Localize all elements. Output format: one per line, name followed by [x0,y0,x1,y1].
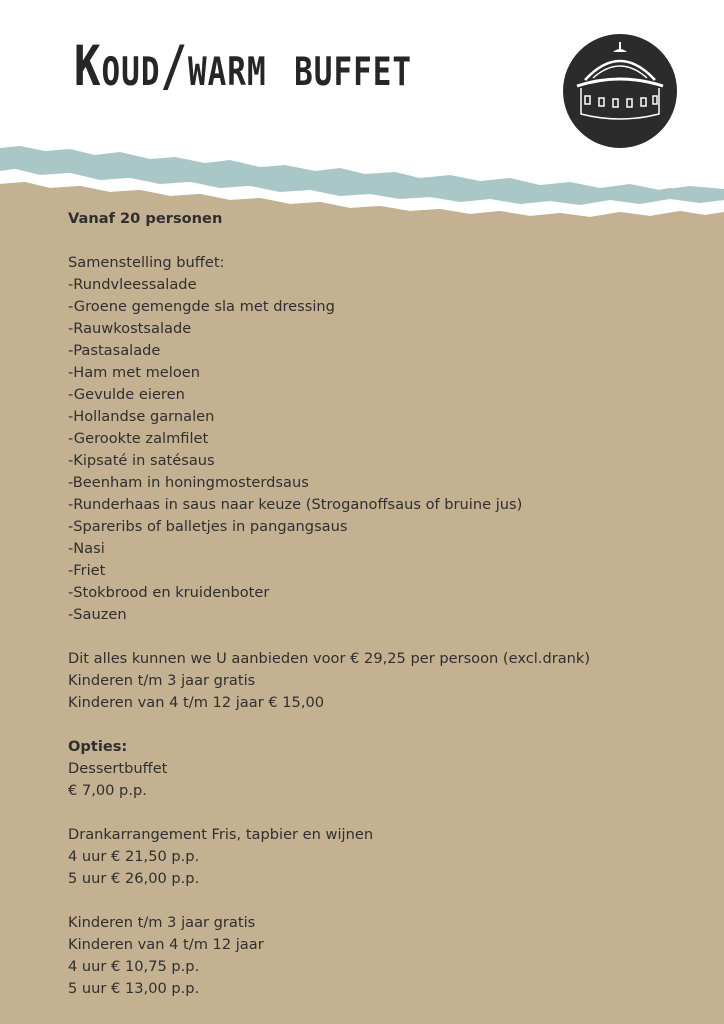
drinks-4h: 4 uur € 21,50 p.p. [68,848,200,865]
dessert-price: € 7,00 p.p. [68,782,147,799]
kids-price: Kinderen van 4 t/m 12 jaar € 15,00 [68,694,325,711]
list-item: -Nasi [68,540,105,557]
header [0,0,724,230]
spacer [68,890,688,912]
dessert-label: Dessertbuffet [68,760,168,777]
drinks-5h: 5 uur € 26,00 p.p. [68,870,200,887]
kids-drinks-free: Kinderen t/m 3 jaar gratis [68,914,256,931]
spacer [68,714,688,736]
kids-drinks-5h: 5 uur € 13,00 p.p. [68,980,200,997]
menu-content [68,208,688,1000]
composition-label: Samenstelling buffet: [68,254,225,271]
kids-drinks-4h: 4 uur € 10,75 p.p. [68,958,200,975]
list-item: -Pastasalade [68,342,161,359]
list-item: -Stokbrood en kruidenboter [68,584,270,601]
list-item: -Sauzen [68,606,127,623]
page-title: Koud/warm buffet [74,35,413,99]
spacer [68,626,688,648]
drinks-label: Drankarrangement Fris, tapbier en wijnen [68,826,374,843]
list-item: -Rundvleessalade [68,276,197,293]
list-item: -Hollandse garnalen [68,408,215,425]
buffet-items-list [68,274,688,626]
list-item: -Spareribs of balletjes in pangangsaus [68,518,348,535]
list-item: -Gevulde eieren [68,386,185,403]
list-item: -Friet [68,562,106,579]
kids-drinks-label: Kinderen van 4 t/m 12 jaar [68,936,264,953]
price-line: Dit alles kunnen we U aanbieden voor € 29,25 per persoon (excl.drank) [68,650,591,667]
list-item: -Runderhaas in saus naar keuze (Stroganoffsaus of bruine jus) [68,496,523,513]
spacer [68,230,688,252]
list-item: -Groene gemengde sla met dressing [68,298,335,315]
options-label: Opties: [68,738,128,755]
list-item: -Rauwkostsalade [68,320,192,337]
kids-free: Kinderen t/m 3 jaar gratis [68,672,256,689]
list-item: -Kipsaté in satésaus [68,452,215,469]
min-persons: Vanaf 20 personen [68,210,223,227]
list-item: -Ham met meloen [68,364,200,381]
list-item: -Gerookte zalmfilet [68,430,209,447]
spacer [68,802,688,824]
list-item: -Beenham in honingmosterdsaus [68,474,309,491]
rotunda-building-icon [563,34,677,148]
